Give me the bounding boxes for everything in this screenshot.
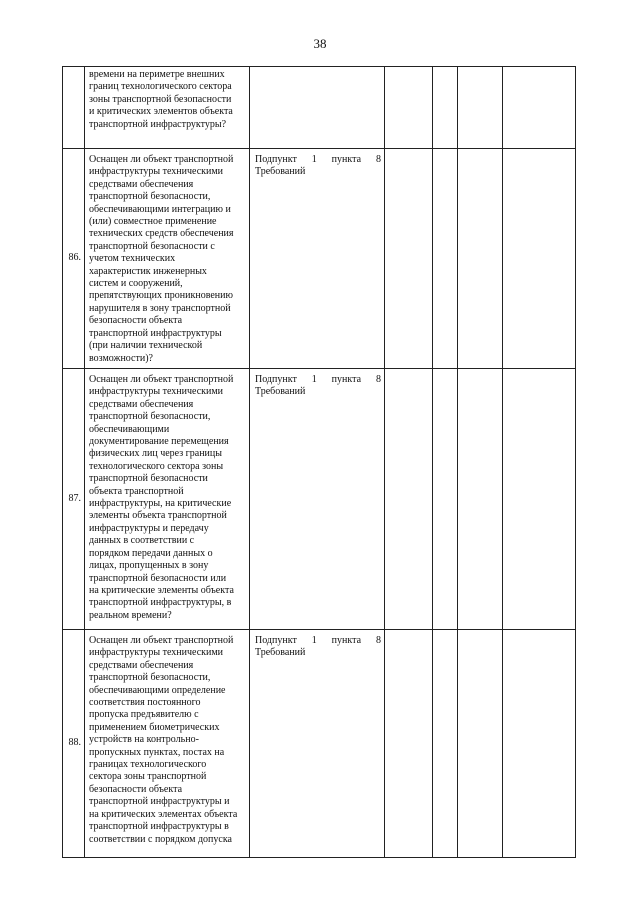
reference-cell bbox=[250, 149, 385, 369]
table-row bbox=[63, 149, 576, 369]
reference-tail: Требований bbox=[255, 386, 306, 398]
reference-tail: Требований bbox=[255, 166, 306, 178]
answer-na-cell[interactable] bbox=[458, 630, 503, 858]
reference-word: 1 bbox=[311, 635, 317, 646]
question-cell bbox=[85, 630, 250, 858]
reference-line bbox=[255, 635, 381, 647]
reference-word: пункта bbox=[331, 635, 362, 646]
reference-word: пункта bbox=[331, 154, 362, 165]
reference-line bbox=[255, 374, 381, 386]
reference-word: 8 bbox=[375, 374, 381, 385]
answer-yes-cell[interactable] bbox=[385, 67, 433, 149]
row-number: 86. bbox=[63, 149, 85, 369]
row-number: 87. bbox=[63, 369, 85, 630]
answer-no-cell[interactable] bbox=[433, 630, 458, 858]
table-row bbox=[63, 369, 576, 630]
reference-tail: Требований bbox=[255, 647, 306, 659]
reference-cell bbox=[250, 369, 385, 630]
answer-na-cell[interactable] bbox=[458, 67, 503, 149]
reference-word: Подпункт bbox=[255, 635, 297, 646]
checklist-table-wrapper bbox=[62, 66, 575, 858]
notes-cell[interactable] bbox=[503, 369, 576, 630]
answer-no-cell[interactable] bbox=[433, 149, 458, 369]
question-text: Оснащен ли объект транспортной инфраструктуры техническими средствами обеспечения транспортной безопасности, обеспечивающими документирование перемещения физических лиц через границы технологического сектора зоны транспортной безопасности объекта транспортной инфраструктуры, на критические элементы объекта транспортной инфраструктуры и передачу данных в соответствии с порядком передачи данных о лицах, пропущенных в зону транспортной безопасности или на критические элементы объекта транспортной инфраструктуры, в реальном времени? bbox=[89, 374, 234, 621]
reference-cell bbox=[250, 67, 385, 149]
question-text: Оснащен ли объект транспортной инфраструктуры техническими средствами обеспечения транспортной безопасности, обеспечивающими определение соответствия постоянного пропуска предъявителю с применением биометрических устройств на контрольно- пропускных пунктах, постах на границах технологического сектора зоны транспортной безопасности объекта транспортной инфраструктуры и на критических элементах объекта транспортной инфраструктуры в соответствии с порядком допуска bbox=[89, 635, 238, 845]
reference-word: 1 bbox=[311, 374, 317, 385]
question-cell bbox=[85, 149, 250, 369]
reference-cell bbox=[250, 630, 385, 858]
answer-yes-cell[interactable] bbox=[385, 630, 433, 858]
row-number bbox=[63, 67, 85, 149]
reference-word: 1 bbox=[311, 154, 317, 165]
question-text: Оснащен ли объект транспортной инфраструктуры техническими средствами обеспечения транспортной безопасности, обеспечивающими интеграцию и (или) совместное применение технических средств обеспечения транспортной безопасности с учетом технических характеристик инженерных систем и сооружений, препятствующих проникновению нарушителя в зону транспортной безопасности объекта транспортной инфраструктуры (при наличии технической возможности)? bbox=[89, 154, 234, 364]
answer-na-cell[interactable] bbox=[458, 369, 503, 630]
answer-yes-cell[interactable] bbox=[385, 369, 433, 630]
reference-word: пункта bbox=[331, 374, 362, 385]
page-number: 38 bbox=[313, 36, 327, 51]
notes-cell[interactable] bbox=[503, 67, 576, 149]
reference-word: Подпункт bbox=[255, 154, 297, 165]
table-row bbox=[63, 67, 576, 149]
reference-line bbox=[255, 154, 381, 166]
notes-cell[interactable] bbox=[503, 630, 576, 858]
reference-word: 8 bbox=[375, 635, 381, 646]
reference-word: 8 bbox=[375, 154, 381, 165]
notes-cell[interactable] bbox=[503, 149, 576, 369]
row-number: 88. bbox=[63, 630, 85, 858]
question-cell bbox=[85, 67, 250, 149]
answer-no-cell[interactable] bbox=[433, 67, 458, 149]
answer-no-cell[interactable] bbox=[433, 369, 458, 630]
table-row bbox=[63, 630, 576, 858]
checklist-table bbox=[62, 66, 576, 858]
answer-na-cell[interactable] bbox=[458, 149, 503, 369]
question-text: времени на периметре внешних границ технологического сектора зоны транспортной безопасности и критических элементов объекта транспортной инфраструктуры? bbox=[89, 69, 233, 130]
reference-word: Подпункт bbox=[255, 374, 297, 385]
answer-yes-cell[interactable] bbox=[385, 149, 433, 369]
question-cell bbox=[85, 369, 250, 630]
